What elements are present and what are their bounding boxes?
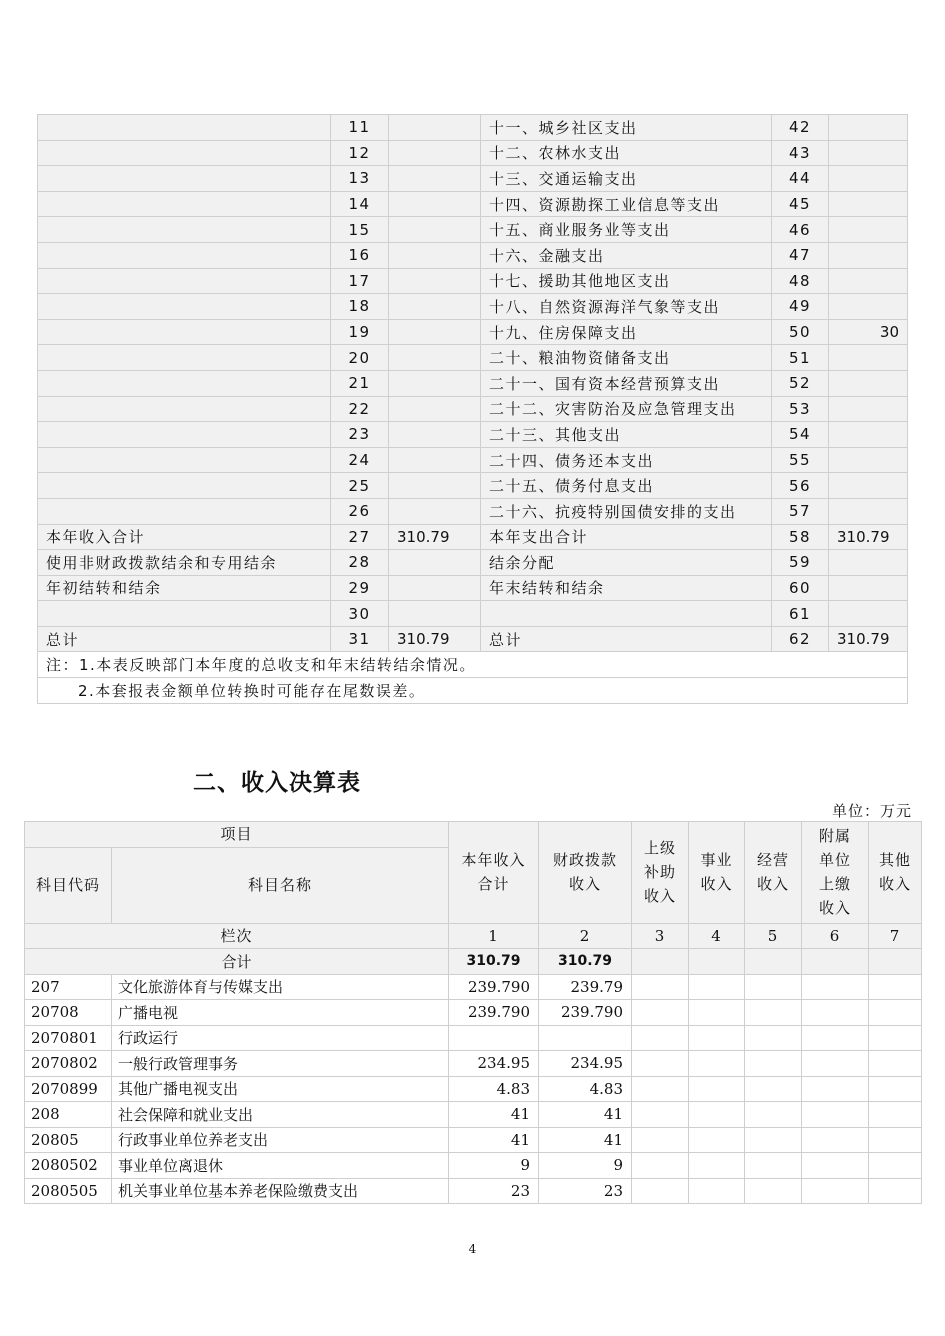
subject-code: 2070802 xyxy=(25,1051,112,1077)
left-amount xyxy=(389,115,481,141)
left-line-no: 20 xyxy=(331,345,389,371)
right-label: 十六、金融支出 xyxy=(481,242,772,268)
left-amount xyxy=(389,498,481,524)
subject-code: 208 xyxy=(25,1102,112,1128)
table-row xyxy=(38,370,908,396)
left-line-no: 17 xyxy=(331,268,389,294)
right-amount xyxy=(829,268,908,294)
empty-cell xyxy=(869,974,922,1000)
left-line-no: 31 xyxy=(331,626,389,652)
left-amount xyxy=(389,601,481,627)
left-label xyxy=(38,140,331,166)
total-c2: 310.79 xyxy=(539,949,632,975)
left-line-no: 30 xyxy=(331,601,389,627)
left-amount: 310.79 xyxy=(389,524,481,550)
empty-cell xyxy=(802,949,869,975)
right-amount xyxy=(829,294,908,320)
left-amount xyxy=(389,422,481,448)
header-code: 科目代码 xyxy=(25,847,112,923)
table-row xyxy=(38,447,908,473)
income-expense-summary-table xyxy=(37,114,908,704)
table-row xyxy=(38,217,908,243)
left-amount xyxy=(389,294,481,320)
left-line-no: 13 xyxy=(331,166,389,192)
right-label: 二十四、债务还本支出 xyxy=(481,447,772,473)
left-line-no: 25 xyxy=(331,473,389,499)
empty-cell xyxy=(689,1000,745,1026)
left-label xyxy=(38,319,331,345)
header-col-7: 其他收入 xyxy=(869,822,922,924)
table-row xyxy=(38,166,908,192)
table-row xyxy=(38,268,908,294)
right-label: 总计 xyxy=(481,626,772,652)
right-line-no: 45 xyxy=(772,191,829,217)
empty-cell xyxy=(802,1178,869,1204)
header-item: 项目 xyxy=(25,822,449,848)
header-name: 科目名称 xyxy=(112,847,449,923)
table-row xyxy=(25,974,922,1000)
empty-cell xyxy=(689,1153,745,1179)
right-label: 二十一、国有资本经营预算支出 xyxy=(481,370,772,396)
subject-code: 20805 xyxy=(25,1127,112,1153)
col-1-value: 239.790 xyxy=(449,974,539,1000)
left-label: 总计 xyxy=(38,626,331,652)
header-col-2: 财政拨款收入 xyxy=(539,822,632,924)
empty-cell xyxy=(869,1025,922,1051)
left-label xyxy=(38,447,331,473)
empty-cell xyxy=(632,1051,689,1077)
right-line-no: 44 xyxy=(772,166,829,192)
empty-cell xyxy=(689,1051,745,1077)
col-num: 5 xyxy=(745,923,802,949)
left-amount xyxy=(389,268,481,294)
empty-cell xyxy=(869,1102,922,1128)
col-num: 6 xyxy=(802,923,869,949)
subject-code: 207 xyxy=(25,974,112,1000)
col-num: 2 xyxy=(539,923,632,949)
empty-cell xyxy=(632,1025,689,1051)
left-label: 使用非财政拨款结余和专用结余 xyxy=(38,550,331,576)
total-label: 合计 xyxy=(25,949,449,975)
right-line-no: 52 xyxy=(772,370,829,396)
right-amount xyxy=(829,601,908,627)
table-row xyxy=(38,626,908,652)
col-num: 4 xyxy=(689,923,745,949)
right-label: 本年支出合计 xyxy=(481,524,772,550)
table-row xyxy=(38,191,908,217)
right-amount: 30 xyxy=(829,319,908,345)
right-label: 结余分配 xyxy=(481,550,772,576)
col-2-value: 239.79 xyxy=(539,974,632,1000)
col-1-value: 234.95 xyxy=(449,1051,539,1077)
left-amount xyxy=(389,473,481,499)
empty-cell xyxy=(869,1076,922,1102)
left-amount xyxy=(389,242,481,268)
subject-code: 2070899 xyxy=(25,1076,112,1102)
total-c1: 310.79 xyxy=(449,949,539,975)
right-amount xyxy=(829,345,908,371)
table-row xyxy=(38,242,908,268)
right-label: 十三、交通运输支出 xyxy=(481,166,772,192)
right-amount xyxy=(829,115,908,141)
right-label: 二十二、灾害防治及应急管理支出 xyxy=(481,396,772,422)
col-2-value: 4.83 xyxy=(539,1076,632,1102)
right-line-no: 57 xyxy=(772,498,829,524)
empty-cell xyxy=(632,1178,689,1204)
right-label: 二十五、债务付息支出 xyxy=(481,473,772,499)
empty-cell xyxy=(869,1178,922,1204)
left-line-no: 27 xyxy=(331,524,389,550)
left-line-no: 11 xyxy=(331,115,389,141)
right-label: 十八、自然资源海洋气象等支出 xyxy=(481,294,772,320)
right-amount xyxy=(829,370,908,396)
empty-cell xyxy=(802,1153,869,1179)
table-row xyxy=(25,1178,922,1204)
right-amount xyxy=(829,140,908,166)
subject-name: 事业单位离退休 xyxy=(112,1153,449,1179)
right-amount xyxy=(829,550,908,576)
empty-cell xyxy=(632,1153,689,1179)
table-row xyxy=(25,1102,922,1128)
empty-cell xyxy=(745,1178,802,1204)
section-title: 二、收入决算表 xyxy=(193,770,361,796)
col-2-value: 239.790 xyxy=(539,1000,632,1026)
right-label: 二十六、抗疫特别国债安排的支出 xyxy=(481,498,772,524)
right-line-no: 58 xyxy=(772,524,829,550)
right-line-no: 56 xyxy=(772,473,829,499)
subject-name: 社会保障和就业支出 xyxy=(112,1102,449,1128)
header-col-4: 事业收入 xyxy=(689,822,745,924)
table-row xyxy=(25,1051,922,1077)
col-1-value xyxy=(449,1025,539,1051)
col-num: 1 xyxy=(449,923,539,949)
right-label: 二十三、其他支出 xyxy=(481,422,772,448)
empty-cell xyxy=(869,1127,922,1153)
col-num: 3 xyxy=(632,923,689,949)
left-amount xyxy=(389,319,481,345)
table-row xyxy=(38,524,908,550)
income-final-accounts-table xyxy=(24,821,922,1204)
left-amount xyxy=(389,370,481,396)
table-row xyxy=(38,601,908,627)
left-label xyxy=(38,422,331,448)
left-line-no: 21 xyxy=(331,370,389,396)
right-amount xyxy=(829,473,908,499)
header-col-3: 上级补助收入 xyxy=(632,822,689,924)
header-lanci: 栏次 xyxy=(25,923,449,949)
right-line-no: 43 xyxy=(772,140,829,166)
col-1-value: 4.83 xyxy=(449,1076,539,1102)
empty-cell xyxy=(632,1076,689,1102)
left-amount: 310.79 xyxy=(389,626,481,652)
subject-name: 广播电视 xyxy=(112,1000,449,1026)
empty-cell xyxy=(632,1102,689,1128)
right-amount xyxy=(829,166,908,192)
left-line-no: 23 xyxy=(331,422,389,448)
empty-cell xyxy=(689,949,745,975)
right-line-no: 49 xyxy=(772,294,829,320)
right-amount: 310.79 xyxy=(829,524,908,550)
right-label: 十九、住房保障支出 xyxy=(481,319,772,345)
table-row xyxy=(25,1153,922,1179)
left-line-no: 18 xyxy=(331,294,389,320)
left-label xyxy=(38,396,331,422)
empty-cell xyxy=(869,1000,922,1026)
subject-code: 20708 xyxy=(25,1000,112,1026)
left-line-no: 22 xyxy=(331,396,389,422)
empty-cell xyxy=(745,1000,802,1026)
right-line-no: 48 xyxy=(772,268,829,294)
empty-cell xyxy=(632,949,689,975)
left-line-no: 15 xyxy=(331,217,389,243)
right-label: 十二、农林水支出 xyxy=(481,140,772,166)
empty-cell xyxy=(745,1025,802,1051)
right-line-no: 53 xyxy=(772,396,829,422)
left-label xyxy=(38,601,331,627)
left-line-no: 19 xyxy=(331,319,389,345)
note-2: 2.本套报表金额单位转换时可能存在尾数误差。 xyxy=(38,678,908,704)
table-row xyxy=(38,575,908,601)
subject-name: 行政运行 xyxy=(112,1025,449,1051)
left-label: 年初结转和结余 xyxy=(38,575,331,601)
right-amount xyxy=(829,498,908,524)
left-amount xyxy=(389,575,481,601)
right-line-no: 62 xyxy=(772,626,829,652)
table-row xyxy=(38,422,908,448)
col-1-value: 23 xyxy=(449,1178,539,1204)
col-1-value: 41 xyxy=(449,1127,539,1153)
left-amount xyxy=(389,550,481,576)
col-2-value: 234.95 xyxy=(539,1051,632,1077)
empty-cell xyxy=(689,1076,745,1102)
subject-name: 其他广播电视支出 xyxy=(112,1076,449,1102)
right-amount xyxy=(829,447,908,473)
table-row xyxy=(38,115,908,141)
table-row xyxy=(38,396,908,422)
unit-label: 单位：万元 xyxy=(831,802,912,820)
right-line-no: 60 xyxy=(772,575,829,601)
left-label xyxy=(38,294,331,320)
table-row xyxy=(38,498,908,524)
header-col-6: 附属单位上缴收入 xyxy=(802,822,869,924)
left-amount xyxy=(389,217,481,243)
right-amount xyxy=(829,191,908,217)
subject-name: 机关事业单位基本养老保险缴费支出 xyxy=(112,1178,449,1204)
left-line-no: 14 xyxy=(331,191,389,217)
left-amount xyxy=(389,191,481,217)
page-number: 4 xyxy=(468,1242,477,1256)
col-2-value: 41 xyxy=(539,1102,632,1128)
col-2-value: 41 xyxy=(539,1127,632,1153)
left-line-no: 16 xyxy=(331,242,389,268)
left-label xyxy=(38,473,331,499)
right-line-no: 54 xyxy=(772,422,829,448)
table-row xyxy=(38,140,908,166)
subject-code: 2070801 xyxy=(25,1025,112,1051)
empty-cell xyxy=(745,1153,802,1179)
table-row xyxy=(38,473,908,499)
subject-name: 一般行政管理事务 xyxy=(112,1051,449,1077)
empty-cell xyxy=(745,1127,802,1153)
subject-code: 2080505 xyxy=(25,1178,112,1204)
left-line-no: 28 xyxy=(331,550,389,576)
header-col-1: 本年收入合计 xyxy=(449,822,539,924)
table-row xyxy=(25,1025,922,1051)
left-amount xyxy=(389,140,481,166)
right-amount xyxy=(829,217,908,243)
col-2-value: 9 xyxy=(539,1153,632,1179)
right-label: 十四、资源勘探工业信息等支出 xyxy=(481,191,772,217)
table-row xyxy=(38,550,908,576)
right-line-no: 50 xyxy=(772,319,829,345)
right-amount xyxy=(829,422,908,448)
empty-cell xyxy=(802,1102,869,1128)
right-line-no: 47 xyxy=(772,242,829,268)
col-1-value: 9 xyxy=(449,1153,539,1179)
left-amount xyxy=(389,166,481,192)
table-row xyxy=(38,345,908,371)
empty-cell xyxy=(745,974,802,1000)
left-label xyxy=(38,242,331,268)
left-label xyxy=(38,115,331,141)
left-line-no: 26 xyxy=(331,498,389,524)
right-line-no: 59 xyxy=(772,550,829,576)
empty-cell xyxy=(689,974,745,1000)
subject-code: 2080502 xyxy=(25,1153,112,1179)
empty-cell xyxy=(689,1178,745,1204)
left-label xyxy=(38,370,331,396)
right-line-no: 55 xyxy=(772,447,829,473)
right-label: 二十、粮油物资储备支出 xyxy=(481,345,772,371)
col-2-value: 23 xyxy=(539,1178,632,1204)
empty-cell xyxy=(802,1051,869,1077)
left-label xyxy=(38,191,331,217)
table-row xyxy=(25,1076,922,1102)
header-col-5: 经营收入 xyxy=(745,822,802,924)
table-row xyxy=(25,1000,922,1026)
col-num: 7 xyxy=(869,923,922,949)
right-amount: 310.79 xyxy=(829,626,908,652)
right-label xyxy=(481,601,772,627)
right-label: 十七、援助其他地区支出 xyxy=(481,268,772,294)
empty-cell xyxy=(689,1127,745,1153)
empty-cell xyxy=(745,1102,802,1128)
empty-cell xyxy=(745,1076,802,1102)
empty-cell xyxy=(802,1025,869,1051)
right-line-no: 46 xyxy=(772,217,829,243)
empty-cell xyxy=(802,1076,869,1102)
left-label xyxy=(38,498,331,524)
right-label: 十一、城乡社区支出 xyxy=(481,115,772,141)
empty-cell xyxy=(745,949,802,975)
total-row xyxy=(25,949,922,975)
empty-cell xyxy=(632,1127,689,1153)
table-row xyxy=(25,1127,922,1153)
right-label: 年末结转和结余 xyxy=(481,575,772,601)
col-1-value: 239.790 xyxy=(449,1000,539,1026)
left-label xyxy=(38,345,331,371)
left-label: 本年收入合计 xyxy=(38,524,331,550)
left-line-no: 24 xyxy=(331,447,389,473)
empty-cell xyxy=(689,1025,745,1051)
left-line-no: 29 xyxy=(331,575,389,601)
col-2-value xyxy=(539,1025,632,1051)
left-label xyxy=(38,268,331,294)
right-line-no: 42 xyxy=(772,115,829,141)
empty-cell xyxy=(689,1102,745,1128)
empty-cell xyxy=(869,1153,922,1179)
right-amount xyxy=(829,242,908,268)
left-amount xyxy=(389,345,481,371)
right-line-no: 61 xyxy=(772,601,829,627)
left-line-no: 12 xyxy=(331,140,389,166)
note-1: 注：1.本表反映部门本年度的总收支和年末结转结余情况。 xyxy=(38,652,908,678)
subject-name: 行政事业单位养老支出 xyxy=(112,1127,449,1153)
empty-cell xyxy=(869,949,922,975)
col-1-value: 41 xyxy=(449,1102,539,1128)
right-line-no: 51 xyxy=(772,345,829,371)
empty-cell xyxy=(869,1051,922,1077)
left-amount xyxy=(389,396,481,422)
empty-cell xyxy=(632,974,689,1000)
right-amount xyxy=(829,575,908,601)
right-label: 十五、商业服务业等支出 xyxy=(481,217,772,243)
empty-cell xyxy=(802,1000,869,1026)
empty-cell xyxy=(632,1000,689,1026)
subject-name: 文化旅游体育与传媒支出 xyxy=(112,974,449,1000)
left-label xyxy=(38,217,331,243)
empty-cell xyxy=(802,1127,869,1153)
left-amount xyxy=(389,447,481,473)
empty-cell xyxy=(745,1051,802,1077)
right-amount xyxy=(829,396,908,422)
table-row xyxy=(38,294,908,320)
table-row xyxy=(38,319,908,345)
left-label xyxy=(38,166,331,192)
empty-cell xyxy=(802,974,869,1000)
